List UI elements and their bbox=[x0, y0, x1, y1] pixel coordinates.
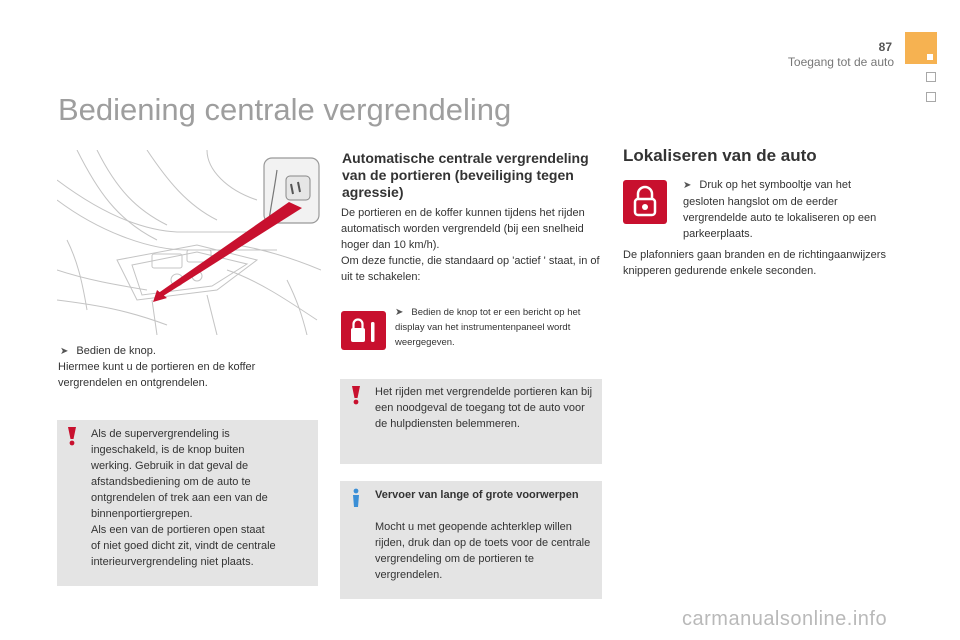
locate-button-icon bbox=[623, 180, 667, 224]
locate-step: ➤ Druk op het symbooltje van het gesloten hangslot om de eerder vergrendelde auto te lokaliseren op een parkeerplaats. bbox=[683, 179, 877, 240]
middle-warning-text: Het rijden met vergrendelde portieren kan bij een noodgeval de toegang tot de auto voor de hulpdiensten belemmeren. bbox=[375, 386, 593, 430]
exclamation-icon bbox=[65, 426, 79, 446]
chapter-tab bbox=[926, 92, 936, 102]
door-panel-illustration bbox=[57, 150, 321, 335]
lock-button-icon bbox=[341, 311, 386, 350]
bullet-icon: ➤ bbox=[60, 346, 69, 357]
page-number: 87 bbox=[878, 40, 892, 54]
bullet-icon: ➤ bbox=[395, 307, 404, 318]
left-step-text: Bedien de knop. bbox=[76, 345, 156, 357]
bullet-icon: ➤ bbox=[683, 180, 692, 191]
left-warning-box bbox=[57, 420, 318, 586]
info-box bbox=[340, 481, 602, 599]
info-icon bbox=[349, 488, 363, 508]
left-description: Hiermee kunt u de portieren en de koffer vergrendelen en ontgrendelen. bbox=[58, 361, 256, 389]
chapter-tab-active bbox=[905, 32, 937, 64]
auto-lock-paragraph-2: Om deze functie, die standaard op 'actief ' staat, in of uit te schakelen: bbox=[341, 255, 600, 283]
watermark: carmanualsonline.info bbox=[682, 608, 888, 630]
padlock-icon bbox=[623, 180, 667, 224]
locate-paragraph: De plafonniers gaan branden en de richtingaanwijzers knipperen gedurende enkele seconden. bbox=[623, 249, 886, 277]
left-step bbox=[60, 343, 300, 360]
auto-lock-heading: Automatische centrale vergrendeling van de portieren (beveiliging tegen agressie) bbox=[342, 150, 589, 200]
left-warning-text: Als de supervergrendeling is ingeschakeld, is de knop buiten werking. Gebruik in dat geval de afstandsbediening om de auto te ontgrendelen of trek aan een van de binnenportiergrepen. Als een van de portieren open staat of niet goed dicht zit, vindt de centrale interieurvergrendeling niet plaats. bbox=[91, 428, 276, 568]
locate-heading: Lokaliseren van de auto bbox=[623, 146, 817, 165]
exclamation-icon bbox=[349, 385, 363, 405]
info-title: Vervoer van lange of grote voorwerpen bbox=[375, 489, 579, 501]
info-text: Mocht u met geopende achterklep willen rijden, druk dan op de toets voor de centrale vergrendeling om de portieren te vergrendelen. bbox=[375, 521, 591, 581]
auto-lock-step: ➤ Bedien de knop tot er een bericht op het display van het instrumentenpaneel wordt weergegeven. bbox=[395, 307, 581, 348]
chapter-tab bbox=[926, 72, 936, 82]
padlock-icon bbox=[341, 311, 386, 350]
auto-lock-paragraph: De portieren en de koffer kunnen tijdens het rijden automatisch worden vergrendeld (bij een snelheid hoger dan 10 km/h). bbox=[341, 207, 585, 251]
page-title: Bediening centrale vergrendeling bbox=[58, 92, 512, 127]
middle-warning-box bbox=[340, 379, 602, 464]
section-name: Toegang tot de auto bbox=[787, 55, 894, 69]
